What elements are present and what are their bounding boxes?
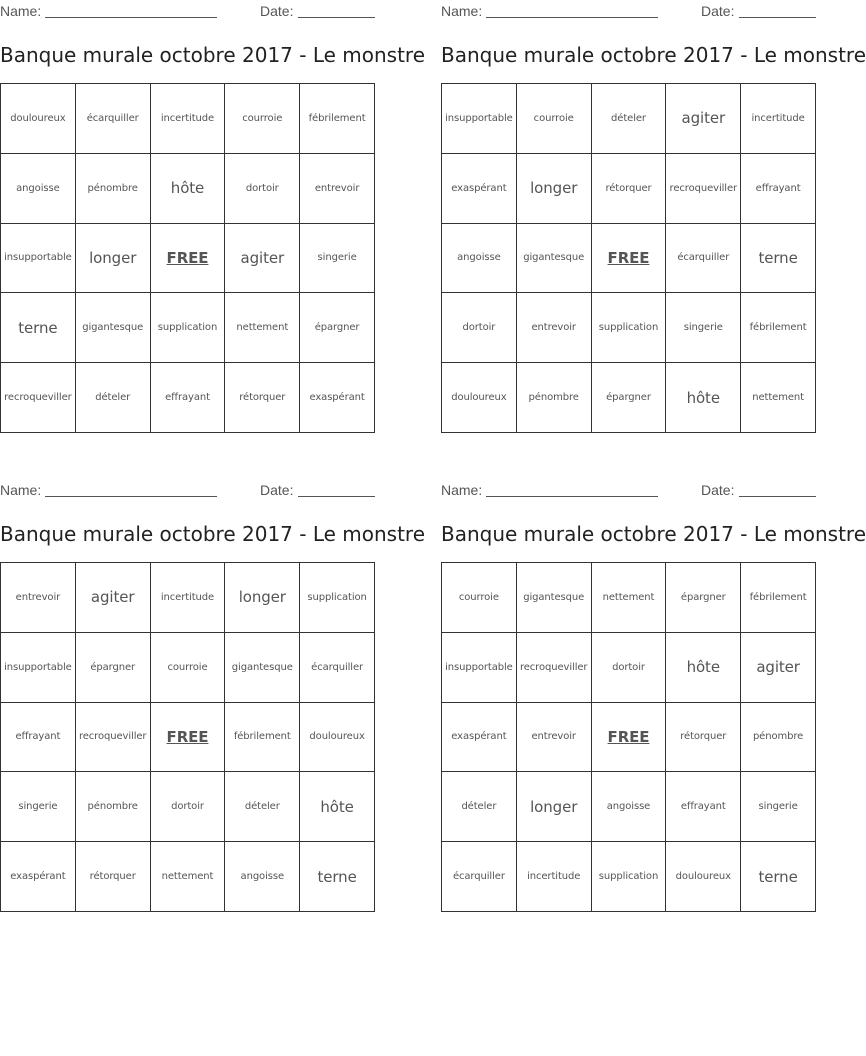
bingo-cell: insupportable (1, 633, 76, 703)
bingo-cell: fébrilement (741, 563, 816, 633)
bingo-cell: douloureux (666, 842, 741, 912)
bingo-cell: longer (517, 154, 592, 224)
bingo-cell: nettement (741, 363, 816, 433)
bingo-cell: hôte (300, 772, 375, 842)
date-blank-line (739, 17, 816, 18)
bingo-cell: dortoir (592, 633, 667, 703)
bingo-cell: hôte (666, 363, 741, 433)
bingo-cell: entrevoir (1, 563, 76, 633)
bingo-cell: incertitude (741, 84, 816, 154)
bingo-cell: angoisse (225, 842, 300, 912)
card-header (0, 479, 375, 501)
bingo-cell: fébrilement (741, 293, 816, 363)
bingo-cell: effrayant (741, 154, 816, 224)
bingo-cell: pénombre (76, 772, 151, 842)
bingo-cell: rétorquer (592, 154, 667, 224)
bingo-cell: douloureux (300, 703, 375, 773)
bingo-grid (441, 83, 816, 433)
bingo-cell: épargner (666, 563, 741, 633)
bingo-cell: écarquiller (76, 84, 151, 154)
name-label: Name: (441, 3, 483, 19)
bingo-cell: courroie (517, 84, 592, 154)
free-space-cell: FREE (592, 703, 667, 773)
bingo-cell: angoisse (442, 224, 517, 294)
free-space-cell: FREE (592, 224, 667, 294)
bingo-card-2 (441, 0, 866, 407)
name-label: Name: (0, 3, 42, 19)
bingo-cell: supplication (300, 563, 375, 633)
bingo-cell: incertitude (151, 563, 226, 633)
name-label: Name: (441, 482, 483, 498)
bingo-cell: longer (517, 772, 592, 842)
bingo-cell: courroie (442, 563, 517, 633)
bingo-cell: recroqueviller (76, 703, 151, 773)
bingo-cell: agiter (666, 84, 741, 154)
bingo-cell: fébrilement (300, 84, 375, 154)
bingo-card-1 (0, 0, 426, 404)
bingo-cell: recroqueviller (1, 363, 76, 433)
bingo-cell: rétorquer (225, 363, 300, 433)
bingo-cell: insupportable (442, 84, 517, 154)
bingo-cell: gigantesque (225, 633, 300, 703)
bingo-cell: gigantesque (76, 293, 151, 363)
bingo-cell: exaspérant (442, 154, 517, 224)
bingo-cell: exaspérant (1, 842, 76, 912)
bingo-card-4 (441, 479, 866, 886)
bingo-cell: nettement (592, 563, 667, 633)
bingo-cell: hôte (666, 633, 741, 703)
bingo-cell: dortoir (225, 154, 300, 224)
bingo-cell: insupportable (442, 633, 517, 703)
bingo-cell: gigantesque (517, 224, 592, 294)
bingo-cell: écarquiller (442, 842, 517, 912)
card-title: Banque murale octobre 2017 - Le monstre (0, 522, 426, 546)
date-label: Date: (260, 482, 294, 498)
bingo-cell: dortoir (442, 293, 517, 363)
bingo-cell: effrayant (151, 363, 226, 433)
date-blank-line (739, 496, 816, 497)
bingo-cell: longer (76, 224, 151, 294)
name-blank-line (45, 17, 217, 18)
bingo-cell: douloureux (442, 363, 517, 433)
bingo-cell: angoisse (1, 154, 76, 224)
bingo-cell: exaspérant (442, 703, 517, 773)
bingo-cell: supplication (592, 842, 667, 912)
name-label: Name: (0, 482, 42, 498)
bingo-cell: fébrilement (225, 703, 300, 773)
free-space-cell: FREE (151, 703, 226, 773)
date-blank-line (298, 17, 375, 18)
bingo-grid (441, 562, 816, 912)
bingo-cell: écarquiller (300, 633, 375, 703)
card-title: Banque murale octobre 2017 - Le monstre (0, 43, 426, 67)
card-title: Banque murale octobre 2017 - Le monstre (441, 522, 866, 546)
bingo-cell: rétorquer (76, 842, 151, 912)
card-header (0, 0, 375, 22)
bingo-cell: singerie (1, 772, 76, 842)
bingo-cell: épargner (76, 633, 151, 703)
bingo-cell: incertitude (517, 842, 592, 912)
bingo-cell: supplication (151, 293, 226, 363)
bingo-cell: agiter (741, 633, 816, 703)
bingo-cell: terne (1, 293, 76, 363)
bingo-grid (0, 83, 375, 433)
bingo-grid (0, 562, 375, 912)
bingo-cell: entrevoir (517, 293, 592, 363)
bingo-cell: terne (300, 842, 375, 912)
bingo-cell: courroie (225, 84, 300, 154)
bingo-cell: nettement (151, 842, 226, 912)
bingo-cell: supplication (592, 293, 667, 363)
bingo-cell: dételer (76, 363, 151, 433)
bingo-cell: singerie (741, 772, 816, 842)
date-label: Date: (701, 482, 735, 498)
bingo-cell: recroqueviller (666, 154, 741, 224)
date-blank-line (298, 496, 375, 497)
bingo-cell: singerie (666, 293, 741, 363)
bingo-cell: pénombre (76, 154, 151, 224)
bingo-cell: longer (225, 563, 300, 633)
date-label: Date: (701, 3, 735, 19)
bingo-cell: insupportable (1, 224, 76, 294)
bingo-cell: dételer (225, 772, 300, 842)
bingo-cell: hôte (151, 154, 226, 224)
bingo-cell: recroqueviller (517, 633, 592, 703)
name-blank-line (486, 17, 658, 18)
date-label: Date: (260, 3, 294, 19)
bingo-cell: dételer (442, 772, 517, 842)
bingo-cell: épargner (300, 293, 375, 363)
bingo-cell: agiter (76, 563, 151, 633)
bingo-cell: nettement (225, 293, 300, 363)
name-blank-line (486, 496, 658, 497)
bingo-cell: effrayant (666, 772, 741, 842)
free-space-cell: FREE (151, 224, 226, 294)
bingo-card-3 (0, 479, 426, 886)
bingo-cell: entrevoir (517, 703, 592, 773)
bingo-cell: pénombre (741, 703, 816, 773)
bingo-cell: courroie (151, 633, 226, 703)
bingo-cell: incertitude (151, 84, 226, 154)
bingo-cell: effrayant (1, 703, 76, 773)
bingo-cell: angoisse (592, 772, 667, 842)
card-header (441, 0, 816, 22)
bingo-cell: douloureux (1, 84, 76, 154)
bingo-cell: rétorquer (666, 703, 741, 773)
bingo-cell: exaspérant (300, 363, 375, 433)
bingo-cell: dételer (592, 84, 667, 154)
bingo-cell: terne (741, 224, 816, 294)
bingo-cell: singerie (300, 224, 375, 294)
name-blank-line (45, 496, 217, 497)
bingo-cell: dortoir (151, 772, 226, 842)
card-header (441, 479, 816, 501)
bingo-cell: entrevoir (300, 154, 375, 224)
bingo-cell: gigantesque (517, 563, 592, 633)
bingo-cell: épargner (592, 363, 667, 433)
card-title: Banque murale octobre 2017 - Le monstre (441, 43, 866, 67)
bingo-cell: écarquiller (666, 224, 741, 294)
bingo-cell: agiter (225, 224, 300, 294)
bingo-cell: terne (741, 842, 816, 912)
bingo-cell: pénombre (517, 363, 592, 433)
